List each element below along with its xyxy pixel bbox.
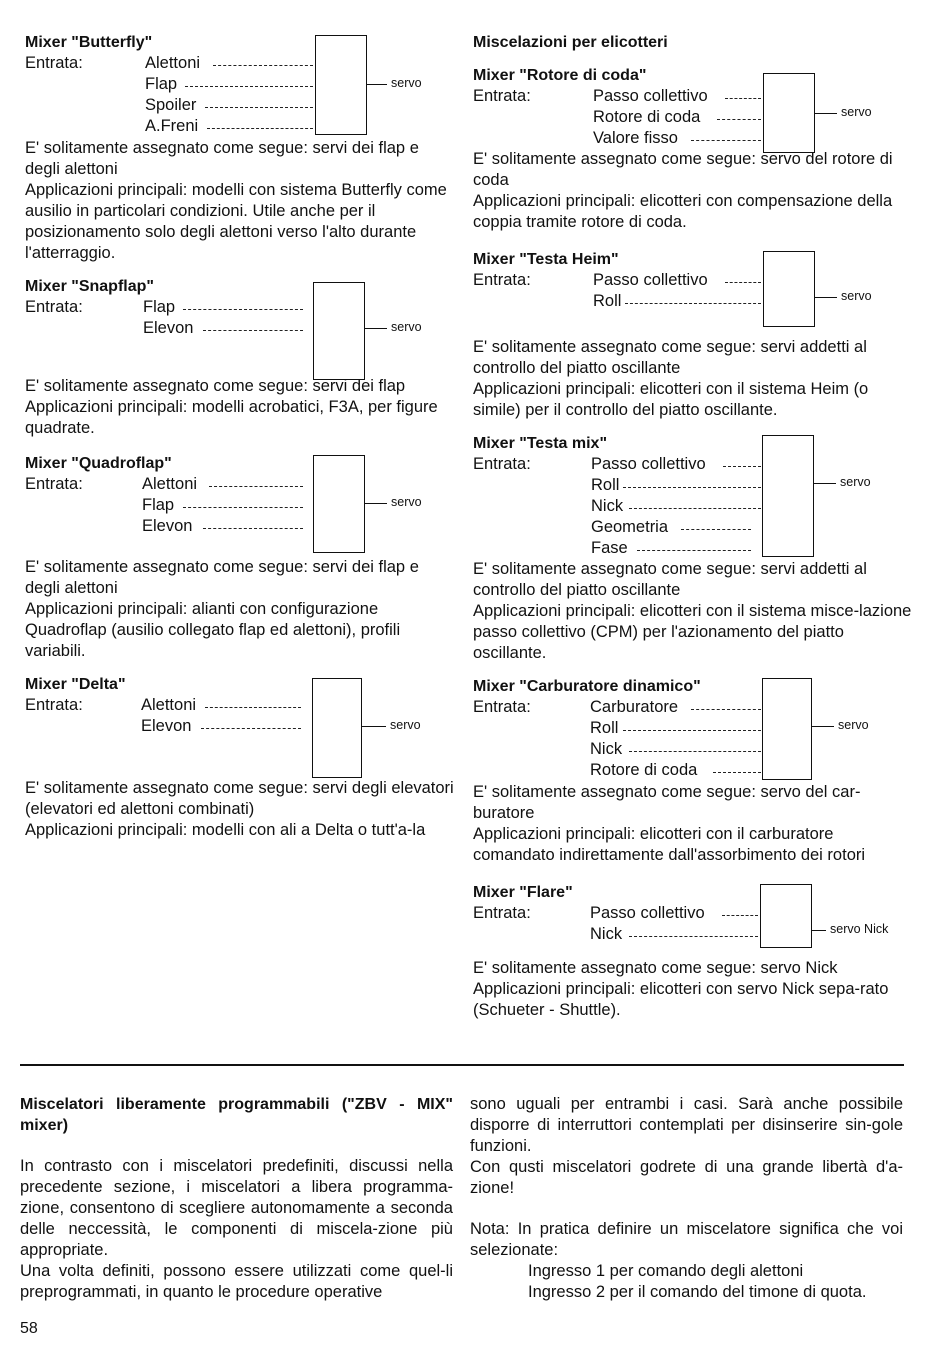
input-label: A.Freni	[145, 117, 199, 135]
input-label: Valore fisso	[593, 129, 678, 147]
entrata-label: Entrata:	[473, 271, 531, 289]
servo-label: servo	[391, 320, 422, 334]
mixer-snapflap	[25, 276, 455, 376]
input-label: Elevon	[141, 717, 192, 735]
list-item: Ingresso 2 per il comando del timone di quota.	[528, 1283, 867, 1301]
mixer-title: Mixer "Butterfly"	[25, 34, 153, 51]
input-label: Roll	[590, 719, 619, 737]
servo-line	[812, 726, 834, 727]
bottom-right-column	[470, 1094, 903, 1303]
mixer-description: E' solitamente assegnato come segue: servi addetti al controllo del piatto oscillante Applicazioni principali: elicotteri con il sistema misce-lazione passo collettivo (CPM) per l'azionamento del piatto oscillante.	[473, 560, 912, 662]
mixer-description: E' solitamente assegnato come segue: servo Nick Applicazioni principali: elicotteri con servo Nick sepa-rato (Schueter - Shuttle).	[473, 959, 889, 1019]
section-heading: Miscelazioni per elicotteri	[473, 34, 668, 51]
connector-line	[629, 936, 758, 937]
mixer-box	[312, 678, 362, 778]
mixer-flare	[473, 882, 913, 958]
page-number: 58	[20, 1320, 38, 1337]
entrata-label: Entrata:	[25, 54, 83, 72]
input-label: Elevon	[142, 517, 193, 535]
mixer-title: Mixer "Delta"	[25, 676, 126, 693]
connector-line	[183, 309, 303, 310]
mixer-quadroflap	[25, 453, 455, 545]
servo-label: servo	[838, 718, 869, 732]
right-column	[473, 32, 913, 1021]
section-divider	[20, 1064, 904, 1066]
left-column	[25, 32, 455, 841]
mixer-box	[313, 455, 365, 553]
mixer-title: Mixer "Testa Heim"	[473, 251, 619, 268]
mixer-rotore-di-coda	[473, 65, 913, 149]
note-paragraph: Nota: In pratica definire un miscelatore significa che voi selezionate:	[470, 1220, 903, 1259]
servo-label: servo	[841, 289, 872, 303]
entrata-label: Entrata:	[473, 87, 531, 105]
input-label: Nick	[590, 925, 623, 943]
mixer-delta	[25, 674, 455, 778]
input-label: Fase	[591, 539, 628, 557]
mixer-box	[313, 282, 365, 380]
entrata-label: Entrata:	[473, 904, 531, 922]
input-label: Geometria	[591, 518, 669, 536]
input-label: Roll	[591, 476, 620, 494]
connector-line	[725, 98, 761, 99]
input-label: Passo collettivo	[591, 455, 706, 473]
servo-label: servo	[391, 76, 422, 90]
entrata-label: Entrata:	[25, 298, 83, 316]
mixer-carburatore-dinamico	[473, 676, 913, 782]
input-label: Alettoni	[141, 696, 197, 714]
input-label: Roll	[593, 292, 622, 310]
input-label: Elevon	[143, 319, 194, 337]
input-label: Rotore di coda	[590, 761, 698, 779]
mixer-box	[762, 435, 814, 557]
connector-line	[205, 707, 301, 708]
entrata-label: Entrata:	[25, 475, 83, 493]
connector-line	[203, 528, 303, 529]
mixer-box	[315, 35, 367, 135]
mixer-title: Mixer "Rotore di coda"	[473, 67, 647, 84]
mixer-box	[762, 678, 812, 780]
connector-line	[725, 282, 761, 283]
input-label: Alettoni	[145, 54, 201, 72]
connector-line	[713, 772, 761, 773]
connector-line	[207, 128, 313, 129]
mixer-butterfly	[25, 32, 455, 135]
input-label: Nick	[591, 497, 624, 515]
connector-line	[205, 107, 313, 108]
mixer-title: Mixer "Testa mix"	[473, 435, 608, 452]
section-paragraph: sono uguali per entrambi i casi. Sarà anche possibile disporre di interruttori contemplati per disinserire sin-gole funzioni. Con qusti miscelatori godrete di una grande libertà d'a-zione!	[470, 1095, 903, 1197]
connector-line	[623, 487, 761, 488]
connector-line	[681, 529, 751, 530]
section-paragraph: In contrasto con i miscelatori predefiniti, discussi nella precedente sezione, i miscelatori a libera programma-zione, consentono di scegliere autonomamente a seconda delle neccessità, le componenti di miscela-zione più appropriate. Una volta definiti, possono essere utilizzati come quel-li preprogrammati, in quanto le procedure operative	[20, 1157, 453, 1301]
entrata-label: Entrata:	[25, 696, 83, 714]
connector-line	[691, 140, 761, 141]
connector-line	[723, 466, 761, 467]
entrata-label: Entrata:	[473, 455, 531, 473]
connector-line	[717, 119, 761, 120]
connector-line	[623, 730, 761, 731]
mixer-description: E' solitamente assegnato come segue: servo del car-buratore Applicazioni principali: elicotteri con il carburatore comandato indirettamente dall'assorbimento dei rotori	[473, 783, 866, 864]
mixer-title: Mixer "Flare"	[473, 884, 573, 901]
mixer-description: E' solitamente assegnato come segue: servi dei flap Applicazioni principali: modelli acrobatici, F3A, per figure quadrate.	[25, 377, 438, 437]
input-label: Alettoni	[142, 475, 198, 493]
connector-line	[203, 330, 303, 331]
servo-line	[812, 930, 826, 931]
mixer-box	[763, 251, 815, 327]
mixer-title: Mixer "Snapflap"	[25, 278, 154, 295]
input-label: Passo collettivo	[593, 87, 708, 105]
mixer-testa-mix	[473, 433, 913, 559]
servo-line	[815, 297, 837, 298]
input-label: Carburatore	[590, 698, 679, 716]
mixer-title: Mixer "Quadroflap"	[25, 455, 172, 472]
mixer-description: E' solitamente assegnato come segue: servi dei flap e degli alettoni Applicazioni principali: modelli con sistema Butterfly come ausilio in particolari condizioni. Utile anche per il posizionamento solo degli alettoni verso l'alto durante l'atterraggio.	[25, 139, 447, 262]
list-item: Ingresso 1 per comando degli alettoni	[528, 1262, 804, 1280]
connector-line	[629, 508, 761, 509]
servo-label: servo	[390, 718, 421, 732]
mixer-description: E' solitamente assegnato come segue: servi dei flap e degli alettoni Applicazioni principali: alianti con configurazione Quadroflap (ausilio collegato flap ed alettoni), profili variabili.	[25, 558, 419, 660]
servo-line	[365, 503, 387, 504]
input-label: Passo collettivo	[593, 271, 708, 289]
connector-line	[213, 65, 313, 66]
connector-line	[201, 728, 301, 729]
mixer-description: E' solitamente assegnato come segue: servo del rotore di coda Applicazioni principali: elicotteri con compensazione della coppia tramite rotore di coda.	[473, 150, 893, 231]
input-label: Nick	[590, 740, 623, 758]
section-title: Miscelatori liberamente programmabili ("ZBV - MIX" mixer)	[20, 1096, 453, 1134]
connector-line	[629, 751, 761, 752]
connector-line	[722, 915, 758, 916]
input-label: Flap	[143, 298, 176, 316]
servo-label: servo	[841, 105, 872, 119]
servo-label: servo	[840, 475, 871, 489]
servo-line	[365, 328, 387, 329]
mixer-description: E' solitamente assegnato come segue: servi degli elevatori (elevatori ed alettoni combinati) Applicazioni principali: modelli con ali a Delta o tutt'a-la	[25, 779, 454, 839]
mixer-testa-heim	[473, 249, 913, 337]
mixer-box	[760, 884, 812, 948]
servo-label: servo	[391, 495, 422, 509]
input-label: Rotore di coda	[593, 108, 701, 126]
input-label: Passo collettivo	[590, 904, 705, 922]
input-label: Flap	[145, 75, 178, 93]
mixer-title: Mixer "Carburatore dinamico"	[473, 678, 701, 695]
bottom-left-column	[20, 1094, 453, 1303]
entrata-label: Entrata:	[473, 698, 531, 716]
connector-line	[625, 303, 761, 304]
input-label: Flap	[142, 496, 175, 514]
connector-line	[183, 507, 303, 508]
input-label: Spoiler	[145, 96, 197, 114]
mixer-description: E' solitamente assegnato come segue: servi addetti al controllo del piatto oscillante Applicazioni principali: elicotteri con il sistema Heim (o simile) per il controllo del piatto oscillante.	[473, 338, 869, 419]
servo-line	[815, 113, 837, 114]
mixer-box	[763, 73, 815, 153]
servo-line	[814, 483, 836, 484]
servo-label: servo Nick	[830, 922, 889, 936]
connector-line	[637, 550, 751, 551]
servo-line	[362, 726, 386, 727]
servo-line	[367, 84, 387, 85]
connector-line	[209, 486, 303, 487]
connector-line	[185, 86, 313, 87]
connector-line	[691, 709, 761, 710]
